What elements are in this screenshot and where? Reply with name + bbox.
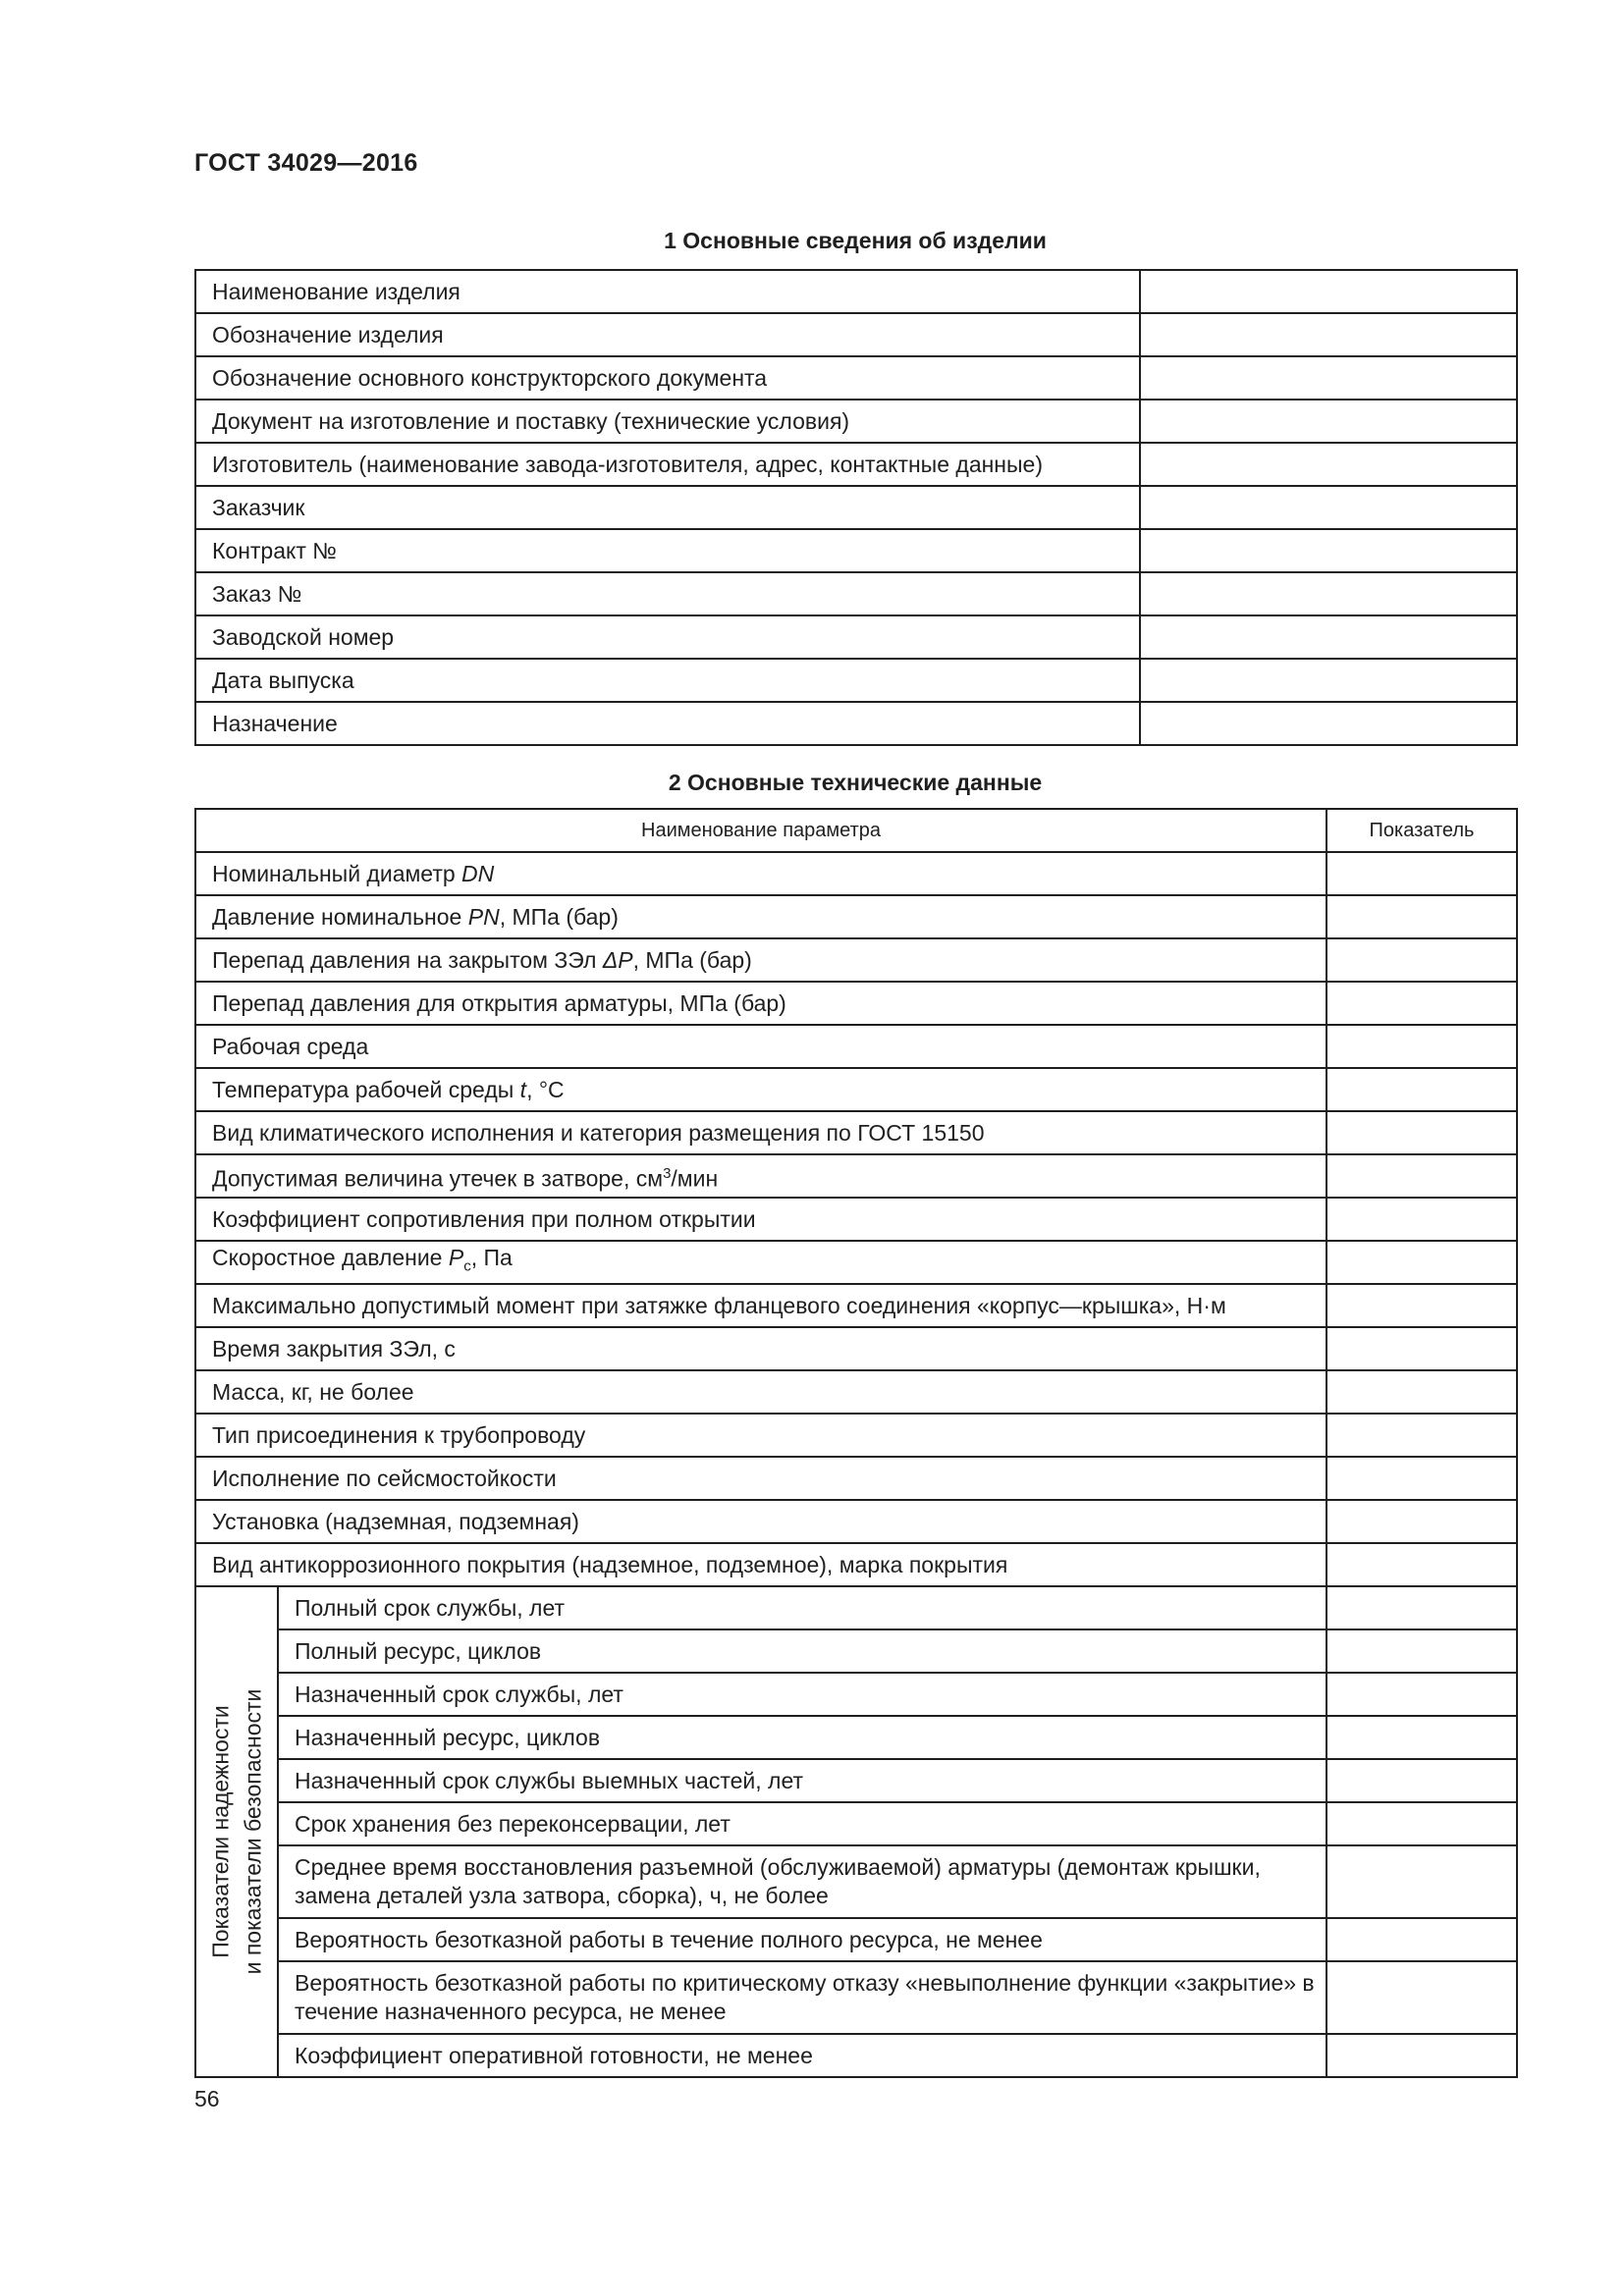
value-cell [1326, 938, 1517, 982]
table-row [195, 1154, 1517, 1198]
section-2-title: 2 Основные технические данные [668, 770, 1043, 795]
row-label: Вероятность безотказной работы в течение полного ресурса, не менее [278, 1918, 1326, 1961]
superscript-3: 3 [663, 1164, 672, 1182]
row-label: Время закрытия ЗЭл, с [195, 1327, 1326, 1370]
value-cell [1326, 1500, 1517, 1543]
table-row [195, 1457, 1517, 1500]
value-cell [1140, 702, 1517, 745]
symbol-delta-p: ΔP [602, 946, 633, 973]
value-cell [1326, 852, 1517, 895]
table-row [195, 938, 1517, 982]
value-cell [1140, 659, 1517, 702]
row-label: Контракт № [195, 529, 1140, 572]
symbol-pc: P [448, 1245, 464, 1271]
reliability-group-label [195, 1586, 278, 2077]
page-number: 56 [194, 2086, 220, 2111]
table-row [195, 1586, 1517, 1629]
value-cell [1326, 1918, 1517, 1961]
value-cell [1140, 572, 1517, 615]
table-row [195, 1025, 1517, 1068]
value-cell [1326, 1111, 1517, 1154]
table-row [195, 1284, 1517, 1327]
row-label: Вероятность безотказной работы по критическому отказу «невыполнение функции «закрытие» в течение назначенного ресурса, не менее [278, 1961, 1326, 2034]
table-row [195, 1370, 1517, 1414]
row-label: Документ на изготовление и поставку (технические условия) [195, 400, 1140, 443]
table-row [195, 313, 1517, 356]
table-row [195, 1500, 1517, 1543]
row-label: Обозначение основного конструкторского документа [195, 356, 1140, 400]
table-row [195, 486, 1517, 529]
row-label: Заказ № [195, 572, 1140, 615]
value-cell [1326, 1673, 1517, 1716]
table-row [195, 1716, 1517, 1759]
table-row [195, 659, 1517, 702]
value-cell [1326, 1414, 1517, 1457]
symbol-pn: PN [467, 903, 500, 930]
value-cell [1140, 313, 1517, 356]
row-label: Скоростное давление $P_с$, Па [195, 1241, 1326, 1284]
row-label: Исполнение по сейсмостойкости [195, 1457, 1326, 1500]
row-label: Перепад давления на закрытом ЗЭл ΔP, МПа (бар) [195, 938, 1326, 982]
row-label: Обозначение изделия [195, 313, 1140, 356]
value-cell [1326, 1457, 1517, 1500]
section-1-title: 1 Основные сведения об изделии [664, 228, 1047, 253]
row-label: Изготовитель (наименование завода-изготовителя, адрес, контактные данные) [195, 443, 1140, 486]
table-row [195, 895, 1517, 938]
value-cell [1326, 1961, 1517, 2034]
table-row [195, 1241, 1517, 1284]
table-row [195, 356, 1517, 400]
value-cell [1326, 1154, 1517, 1198]
document-standard-header: ГОСТ 34029—2016 [194, 149, 418, 177]
value-cell [1326, 1802, 1517, 1845]
row-label: Температура рабочей среды t, °С [195, 1068, 1326, 1111]
table-row [195, 529, 1517, 572]
row-label: Перепад давления для открытия арматуры, МПа (бар) [195, 982, 1326, 1025]
row-label: Тип присоединения к трубопроводу [195, 1414, 1326, 1457]
row-label: Полный срок службы, лет [278, 1586, 1326, 1629]
row-label: Назначенный срок службы выемных частей, лет [278, 1759, 1326, 1802]
row-label: Максимально допустимый момент при затяжке фланцевого соединения «корпус—крышка», Н·м [195, 1284, 1326, 1327]
row-label: Срок хранения без переконсервации, лет [278, 1802, 1326, 1845]
row-label: Установка (надземная, подземная) [195, 1500, 1326, 1543]
row-label: Коэффициент сопротивления при полном открытии [195, 1198, 1326, 1241]
value-cell [1326, 1716, 1517, 1759]
table-row [195, 1414, 1517, 1457]
value-cell [1140, 529, 1517, 572]
row-label: Заказчик [195, 486, 1140, 529]
table-row [195, 443, 1517, 486]
row-label: Рабочая среда [195, 1025, 1326, 1068]
row-label: Номинальный диаметр DN [195, 852, 1326, 895]
value-cell [1140, 400, 1517, 443]
table-row [195, 702, 1517, 745]
row-label: Среднее время восстановления разъемной (обслуживаемой) арматуры (демонтаж крышки, замена деталей узла затвора, сборка), ч, не более [278, 1845, 1326, 1918]
table-row [195, 1845, 1517, 1918]
table-row [195, 1673, 1517, 1716]
row-label: Вид климатического исполнения и категория размещения по ГОСТ 15150 [195, 1111, 1326, 1154]
row-label: Коэффициент оперативной готовности, не менее [278, 2034, 1326, 2077]
group-label-line-1: Показатели надежности [207, 1705, 233, 1958]
table-row [195, 615, 1517, 659]
table-row [195, 1629, 1517, 1673]
row-label: Назначение [195, 702, 1140, 745]
row-label: Полный ресурс, циклов [278, 1629, 1326, 1673]
table-row [195, 1068, 1517, 1111]
table-row [195, 982, 1517, 1025]
row-label: Наименование изделия [195, 270, 1140, 313]
value-cell [1140, 615, 1517, 659]
value-cell [1326, 1543, 1517, 1586]
table-row [195, 1198, 1517, 1241]
value-cell [1326, 982, 1517, 1025]
value-cell [1140, 486, 1517, 529]
table-header-row [195, 809, 1517, 852]
row-label: Назначенный ресурс, циклов [278, 1716, 1326, 1759]
column-header-value: Показатель [1326, 809, 1517, 852]
technical-data-table [194, 808, 1518, 2078]
group-label-line-2: и показатели безопасности [240, 1688, 265, 1975]
value-cell [1326, 1327, 1517, 1370]
product-info-table [194, 269, 1518, 746]
row-label: Давление номинальное PN, МПа (бар) [195, 895, 1326, 938]
table-row [195, 1327, 1517, 1370]
table-row [195, 1111, 1517, 1154]
subscript-c: с [463, 1257, 471, 1275]
table-row [195, 1918, 1517, 1961]
column-header-parameter: Наименование параметра [195, 809, 1326, 852]
value-cell [1326, 1586, 1517, 1629]
value-cell [1326, 1284, 1517, 1327]
row-label: Масса, кг, не более [195, 1370, 1326, 1414]
row-label: Назначенный срок службы, лет [278, 1673, 1326, 1716]
symbol-t: t [519, 1076, 527, 1102]
value-cell [1326, 1241, 1517, 1284]
row-label: Дата выпуска [195, 659, 1140, 702]
value-cell [1326, 1845, 1517, 1918]
table-row [195, 1543, 1517, 1586]
value-cell [1326, 1629, 1517, 1673]
value-cell [1140, 443, 1517, 486]
value-cell [1326, 1759, 1517, 1802]
row-label: Допустимая величина утечек в затворе, $см^3$/мин [195, 1154, 1326, 1198]
symbol-dn: DN [461, 860, 495, 886]
value-cell [1326, 1370, 1517, 1414]
table-row [195, 270, 1517, 313]
value-cell [1326, 1025, 1517, 1068]
table-row [195, 1961, 1517, 2034]
row-label: Вид антикоррозионного покрытия (надземное, подземное), марка покрытия [195, 1543, 1326, 1586]
value-cell [1326, 2034, 1517, 2077]
value-cell [1140, 270, 1517, 313]
table-row [195, 852, 1517, 895]
table-row [195, 400, 1517, 443]
value-cell [1326, 1068, 1517, 1111]
row-label: Заводской номер [195, 615, 1140, 659]
value-cell [1326, 1198, 1517, 1241]
table-row [195, 1802, 1517, 1845]
value-cell [1326, 895, 1517, 938]
table-row [195, 1759, 1517, 1802]
table-row [195, 2034, 1517, 2077]
value-cell [1140, 356, 1517, 400]
table-row [195, 572, 1517, 615]
